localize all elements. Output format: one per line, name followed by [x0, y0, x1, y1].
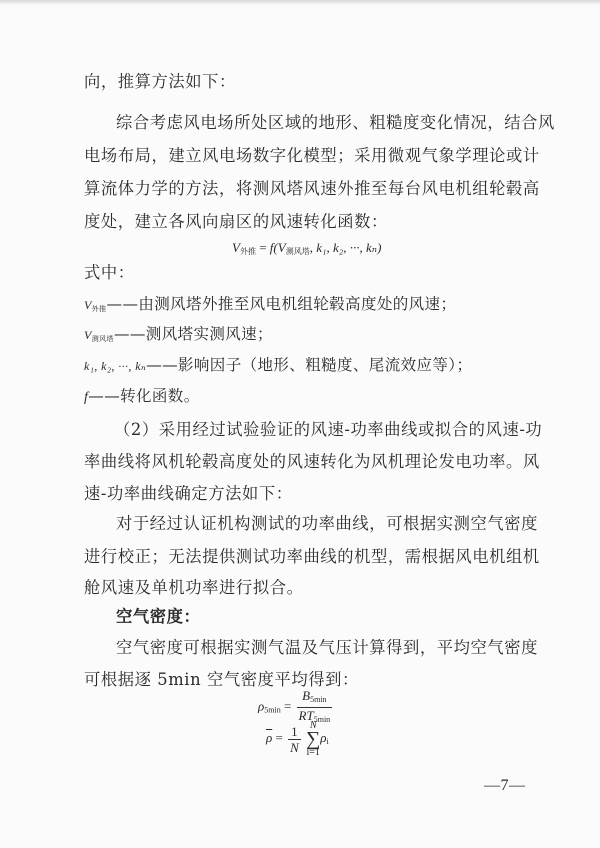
definition-row: $V_{测风塔}——$测风塔实测风速； [84, 325, 273, 343]
summation-symbol: N ∑ i=1 [306, 720, 321, 758]
definition-row: $V_{外推}——$由测风塔外推至风电机组轮毂高度处的风速； [84, 295, 457, 313]
definition-row: f——转化函数。 [84, 387, 200, 405]
definition-symbol: $V_{外推}$ [84, 298, 107, 313]
text-line: 可根据逐 5min 空气密度平均得到： [84, 670, 359, 689]
definition-symbol: k₁, k₂, ···, kₙ [84, 359, 147, 373]
text-line: 速-功率曲线确定方法如下： [84, 484, 293, 503]
where-label: 式中： [84, 263, 135, 282]
text-line: 进行校正；无法提供测试功率曲线的机型，需根据风电机组机 [84, 547, 540, 566]
text-line: 电场布局，建立风电场数字化模型；采用微观气象学理论或计 [84, 146, 540, 165]
page-number: —7— [484, 777, 526, 794]
text-line: 对于经过认证机构测试的功率曲线，可根据实测空气密度 [116, 514, 539, 533]
definition-symbol: $V_{测风塔}$ [84, 328, 114, 343]
text-line: 向，推算方法如下： [84, 72, 236, 91]
fraction: $\frac{B_{5min}}{RT_{5min}}$ [298, 688, 331, 724]
text-line: 算流体力学的方法，将测风塔风速外推至每台风电机组轮毂高 [84, 179, 540, 198]
text-line: 空气密度可根据实测气温及气压计算得到，平均空气密度 [116, 638, 539, 657]
section-heading: 空气密度： [116, 607, 201, 626]
text-line: 综合考虑风电场所处区域的地形、粗糙度变化情况，结合风 [116, 113, 555, 132]
wind-speed-formula: $V_{外推} = f(V_{测风塔}$, k₁, k₂, ···, kₙ) [232, 240, 382, 256]
fraction: $\frac{1}{N}$ [290, 723, 299, 755]
air-density-formula: $\rho_{5min}$ = $\frac{B_{5min}}{RT_{5min}}$ [258, 688, 334, 727]
mean-density-formula: $\overline{\rho}$ = $\frac{1}{N}$ N ∑ i=1 $\rho_i$ [266, 720, 329, 758]
text-line: （2）采用经过试验验证的风速-功率曲线或拟合的风速-功 [114, 420, 543, 439]
definition-row: k₁, k₂, ···, kₙ——影响因子（地形、粗糙度、尾流效应等）； [84, 356, 473, 374]
text-line: 舱风速及单机功率进行拟合。 [84, 578, 304, 597]
text-line: 率曲线将风机轮毂高度处的风速转化为风机理论发电功率。风 [84, 452, 540, 471]
text-line: 度处，建立各风向扇区的风速转化函数： [84, 212, 388, 231]
definition-symbol: f [84, 390, 89, 405]
